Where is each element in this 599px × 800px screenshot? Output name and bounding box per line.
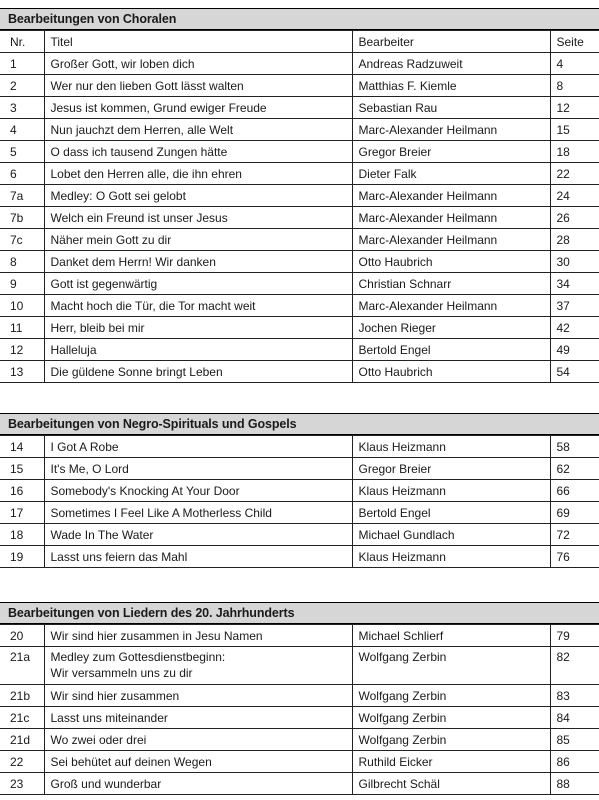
cell-page: 26 [550, 207, 599, 229]
table-row [0, 97, 599, 119]
cell-title: Großer Gott, wir loben dich [44, 53, 352, 75]
century-table [0, 624, 599, 795]
cell-page: 83 [550, 685, 599, 707]
cell-arranger: Marc-Alexander Heilmann [352, 185, 550, 207]
section-title: Bearbeitungen von Negro-Spirituals und Gospels [0, 413, 599, 435]
header-arranger: Bearbeiter [352, 31, 550, 53]
spirituals-table [0, 435, 599, 568]
cell-page: 30 [550, 251, 599, 273]
table-row [0, 524, 599, 546]
cell-nr: 6 [0, 163, 44, 185]
cell-arranger: Marc-Alexander Heilmann [352, 295, 550, 317]
cell-title: Welch ein Freund ist unser Jesus [44, 207, 352, 229]
cell-page: 58 [550, 436, 599, 458]
cell-nr: 7b [0, 207, 44, 229]
cell-page: 24 [550, 185, 599, 207]
cell-arranger: Wolfgang Zerbin [352, 685, 550, 707]
cell-title: Wir sind hier zusammen in Jesu Namen [44, 625, 352, 647]
table-row [0, 773, 599, 795]
cell-nr: 15 [0, 458, 44, 480]
cell-page: 54 [550, 361, 599, 383]
cell-page: 88 [550, 773, 599, 795]
cell-page: 18 [550, 141, 599, 163]
cell-arranger: Gilbrecht Schäl [352, 773, 550, 795]
cell-title: O dass ich tausend Zungen hätte [44, 141, 352, 163]
cell-arranger: Michael Gundlach [352, 524, 550, 546]
cell-title [44, 647, 352, 685]
chorale-table [0, 30, 599, 383]
table-row [0, 458, 599, 480]
cell-title: Herr, bleib bei mir [44, 317, 352, 339]
cell-title: It's Me, O Lord [44, 458, 352, 480]
cell-title-line: Wir versammeln uns zu dir [50, 666, 193, 680]
cell-nr: 21c [0, 707, 44, 729]
cell-arranger: Marc-Alexander Heilmann [352, 207, 550, 229]
cell-nr: 10 [0, 295, 44, 317]
cell-arranger: Wolfgang Zerbin [352, 707, 550, 729]
cell-arranger: Gregor Breier [352, 141, 550, 163]
cell-page: 49 [550, 339, 599, 361]
cell-nr: 4 [0, 119, 44, 141]
cell-nr: 14 [0, 436, 44, 458]
cell-title: Groß und wunderbar [44, 773, 352, 795]
table-row [0, 339, 599, 361]
cell-page: 8 [550, 75, 599, 97]
section-spirituals [0, 413, 599, 568]
section-20th-century [0, 602, 599, 795]
section-title: Bearbeitungen von Liedern des 20. Jahrhunderts [0, 602, 599, 624]
section-chorale [0, 8, 599, 383]
cell-arranger: Dieter Falk [352, 163, 550, 185]
cell-title: Gott ist gegenwärtig [44, 273, 352, 295]
table-row [0, 647, 599, 685]
cell-nr: 19 [0, 546, 44, 568]
cell-arranger: Marc-Alexander Heilmann [352, 119, 550, 141]
cell-arranger: Wolfgang Zerbin [352, 647, 550, 685]
header-page: Seite [550, 31, 599, 53]
table-row [0, 625, 599, 647]
cell-title: Die güldene Sonne bringt Leben [44, 361, 352, 383]
cell-nr: 16 [0, 480, 44, 502]
cell-nr: 17 [0, 502, 44, 524]
cell-title: Danket dem Herrn! Wir danken [44, 251, 352, 273]
table-row [0, 119, 599, 141]
table-row [0, 163, 599, 185]
cell-title: Somebody's Knocking At Your Door [44, 480, 352, 502]
cell-page: 85 [550, 729, 599, 751]
cell-arranger: Matthias F. Kiemle [352, 75, 550, 97]
cell-title: Halleluja [44, 339, 352, 361]
cell-title: Nun jauchzt dem Herren, alle Welt [44, 119, 352, 141]
table-row [0, 207, 599, 229]
cell-nr: 13 [0, 361, 44, 383]
cell-title: Lasst uns feiern das Mahl [44, 546, 352, 568]
cell-nr: 21d [0, 729, 44, 751]
cell-page: 69 [550, 502, 599, 524]
cell-arranger: Wolfgang Zerbin [352, 729, 550, 751]
cell-arranger: Marc-Alexander Heilmann [352, 229, 550, 251]
cell-page: 22 [550, 163, 599, 185]
cell-nr: 8 [0, 251, 44, 273]
cell-page: 66 [550, 480, 599, 502]
cell-title: Näher mein Gott zu dir [44, 229, 352, 251]
cell-arranger: Otto Haubrich [352, 361, 550, 383]
cell-page: 79 [550, 625, 599, 647]
cell-arranger: Christian Schnarr [352, 273, 550, 295]
cell-nr: 7c [0, 229, 44, 251]
table-header-row [0, 31, 599, 53]
cell-arranger: Gregor Breier [352, 458, 550, 480]
cell-title: Lobet den Herren alle, die ihn ehren [44, 163, 352, 185]
header-nr: Nr. [0, 31, 44, 53]
cell-title: Macht hoch die Tür, die Tor macht weit [44, 295, 352, 317]
cell-page: 15 [550, 119, 599, 141]
cell-arranger: Ruthild Eicker [352, 751, 550, 773]
table-row [0, 546, 599, 568]
cell-nr: 12 [0, 339, 44, 361]
cell-page: 4 [550, 53, 599, 75]
section-title: Bearbeitungen von Choralen [0, 8, 599, 30]
table-row [0, 273, 599, 295]
cell-arranger: Klaus Heizmann [352, 480, 550, 502]
table-row [0, 751, 599, 773]
cell-title: Sometimes I Feel Like A Motherless Child [44, 502, 352, 524]
cell-page: 82 [550, 647, 599, 685]
cell-arranger: Klaus Heizmann [352, 436, 550, 458]
table-row [0, 361, 599, 383]
table-row [0, 436, 599, 458]
cell-nr: 20 [0, 625, 44, 647]
cell-nr: 18 [0, 524, 44, 546]
cell-nr: 21b [0, 685, 44, 707]
cell-title: Lasst uns miteinander [44, 707, 352, 729]
cell-page: 86 [550, 751, 599, 773]
table-row [0, 75, 599, 97]
cell-nr: 21a [0, 647, 44, 685]
cell-nr: 7a [0, 185, 44, 207]
cell-nr: 3 [0, 97, 44, 119]
cell-nr: 23 [0, 773, 44, 795]
cell-title: Wade In The Water [44, 524, 352, 546]
cell-page: 84 [550, 707, 599, 729]
cell-arranger: Bertold Engel [352, 339, 550, 361]
table-row [0, 317, 599, 339]
cell-nr: 11 [0, 317, 44, 339]
table-row [0, 53, 599, 75]
cell-title: Medley: O Gott sei gelobt [44, 185, 352, 207]
cell-title: I Got A Robe [44, 436, 352, 458]
cell-title: Sei behütet auf deinen Wegen [44, 751, 352, 773]
cell-page: 34 [550, 273, 599, 295]
cell-arranger: Klaus Heizmann [352, 546, 550, 568]
table-row [0, 251, 599, 273]
table-row [0, 141, 599, 163]
cell-page: 37 [550, 295, 599, 317]
table-row [0, 707, 599, 729]
cell-nr: 2 [0, 75, 44, 97]
table-row [0, 295, 599, 317]
cell-page: 12 [550, 97, 599, 119]
cell-nr: 22 [0, 751, 44, 773]
table-row [0, 480, 599, 502]
cell-title: Wir sind hier zusammen [44, 685, 352, 707]
cell-title: Jesus ist kommen, Grund ewiger Freude [44, 97, 352, 119]
table-row [0, 185, 599, 207]
cell-page: 76 [550, 546, 599, 568]
cell-arranger: Otto Haubrich [352, 251, 550, 273]
cell-arranger: Andreas Radzuweit [352, 53, 550, 75]
table-row [0, 502, 599, 524]
cell-title: Wo zwei oder drei [44, 729, 352, 751]
cell-nr: 5 [0, 141, 44, 163]
table-row [0, 729, 599, 751]
cell-arranger: Bertold Engel [352, 502, 550, 524]
table-row [0, 685, 599, 707]
cell-arranger: Jochen Rieger [352, 317, 550, 339]
cell-page: 62 [550, 458, 599, 480]
table-row [0, 229, 599, 251]
cell-arranger: Sebastian Rau [352, 97, 550, 119]
cell-title: Wer nur den lieben Gott lässt walten [44, 75, 352, 97]
cell-arranger: Michael Schlierf [352, 625, 550, 647]
header-title: Titel [44, 31, 352, 53]
cell-title-line: Medley zum Gottesdienstbeginn: [50, 650, 226, 664]
cell-page: 28 [550, 229, 599, 251]
cell-nr: 9 [0, 273, 44, 295]
cell-page: 42 [550, 317, 599, 339]
cell-nr: 1 [0, 53, 44, 75]
cell-page: 72 [550, 524, 599, 546]
